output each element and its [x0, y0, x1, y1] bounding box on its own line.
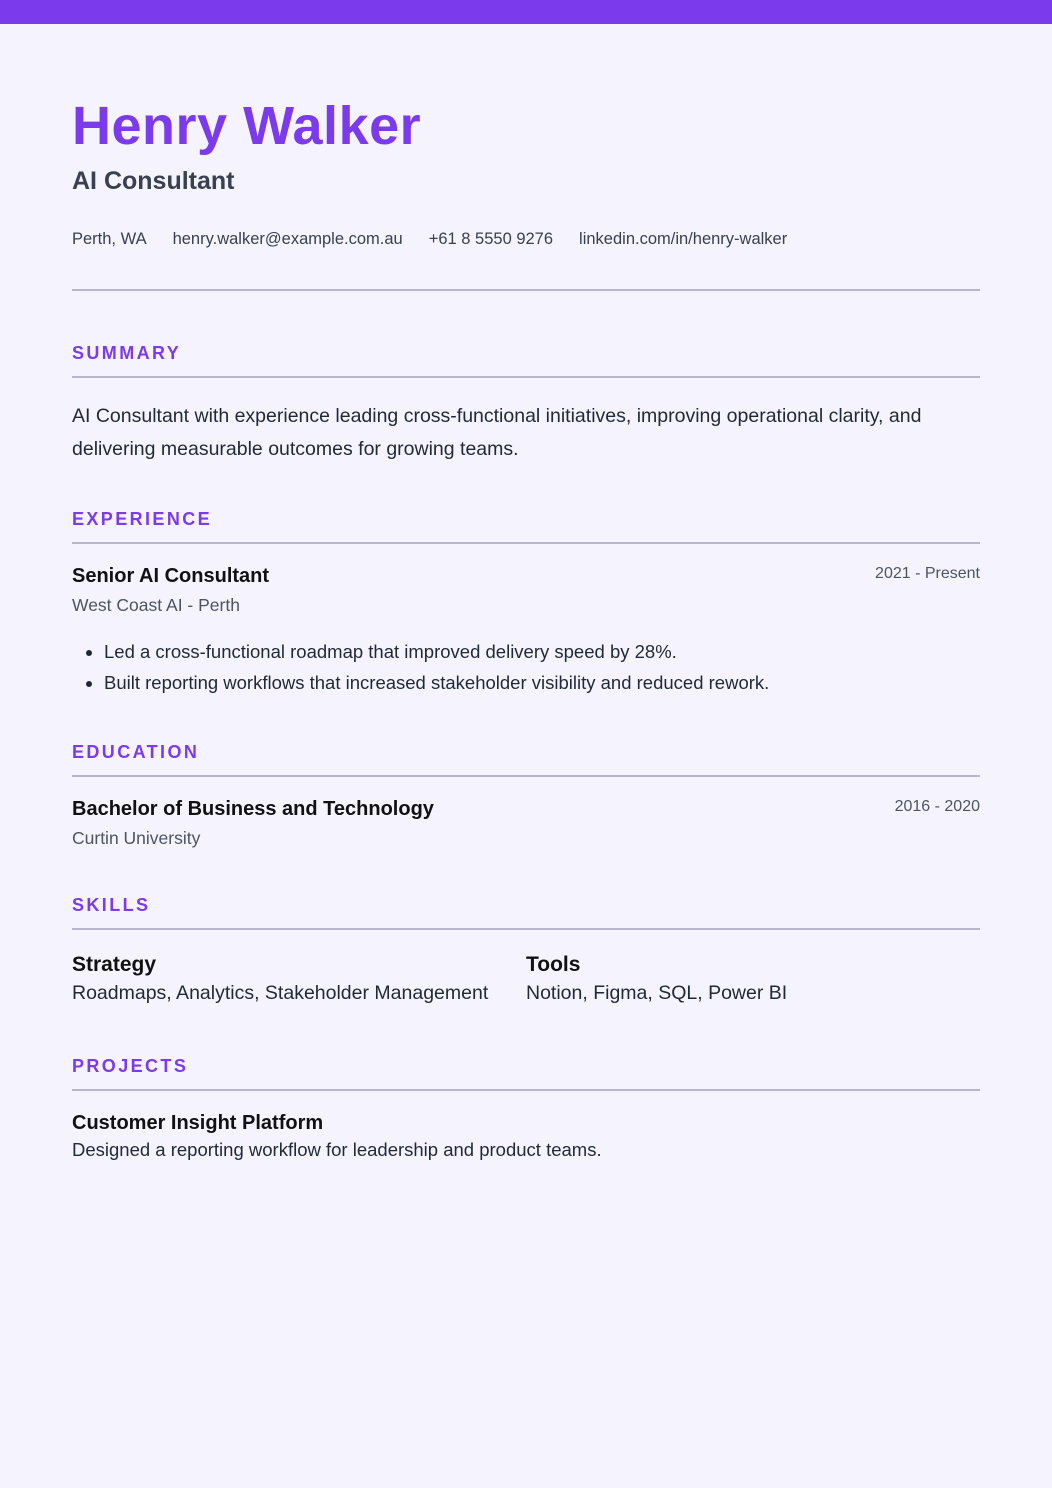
education-dates: 2016 - 2020: [894, 798, 980, 815]
project-name: Customer Insight Platform: [72, 1112, 324, 1134]
job-title: Senior AI Consultant: [72, 565, 270, 587]
project-description: Designed a reporting workflow for leadership and product teams.: [72, 1139, 602, 1160]
job-dates: 2021 - Present: [875, 565, 980, 582]
summary-text: AI Consultant with experience leading cross-functional initiatives, improving operational clarity, and delivering measurable outcomes for growing teams.: [72, 405, 922, 460]
skill-group-name: Strategy: [72, 953, 157, 976]
job-bullet: • Built reporting workflows that increased stakeholder visibility and reduced rework.: [104, 667, 980, 698]
skill-group-name: Tools: [526, 953, 581, 976]
contact-email: henry.walker@example.com.au: [172, 230, 403, 248]
skills-section: [72, 894, 980, 1005]
skill-group-items: Roadmaps, Analytics, Stakeholder Management: [72, 982, 489, 1004]
skill-group: [72, 952, 526, 1005]
summary-heading: SUMMARY: [72, 342, 980, 378]
summary-section: [72, 342, 980, 466]
school-name: Curtin University: [72, 828, 201, 848]
experience-section: [72, 508, 980, 698]
candidate-name: Henry Walker: [72, 96, 422, 156]
skills-grid: [72, 952, 980, 1005]
projects-section: [72, 1055, 980, 1162]
projects-heading: PROJECTS: [72, 1055, 980, 1091]
job-company: West Coast AI - Perth: [72, 595, 240, 615]
skill-group: [526, 952, 980, 1005]
header-divider: [72, 289, 980, 291]
skill-group-items: Notion, Figma, SQL, Power BI: [526, 982, 788, 1004]
job-entry: [72, 564, 980, 698]
job-bullets: [72, 636, 980, 698]
degree-title: Bachelor of Business and Technology: [72, 798, 434, 820]
contact-location: Perth, WA: [72, 230, 147, 248]
skills-heading: SKILLS: [72, 894, 980, 930]
contact-linkedin: linkedin.com/in/henry-walker: [579, 230, 788, 248]
education-heading: EDUCATION: [72, 741, 980, 777]
education-section: [72, 741, 980, 849]
accent-top-bar: [0, 0, 1052, 24]
experience-heading: EXPERIENCE: [72, 508, 980, 544]
candidate-title: AI Consultant: [72, 167, 235, 195]
education-entry: [72, 797, 980, 849]
project-entry: [72, 1111, 980, 1162]
job-bullet: • Led a cross-functional roadmap that improved delivery speed by 28%.: [104, 636, 980, 667]
contact-row: [72, 229, 787, 249]
contact-phone: +61 8 5550 9276: [428, 230, 554, 248]
